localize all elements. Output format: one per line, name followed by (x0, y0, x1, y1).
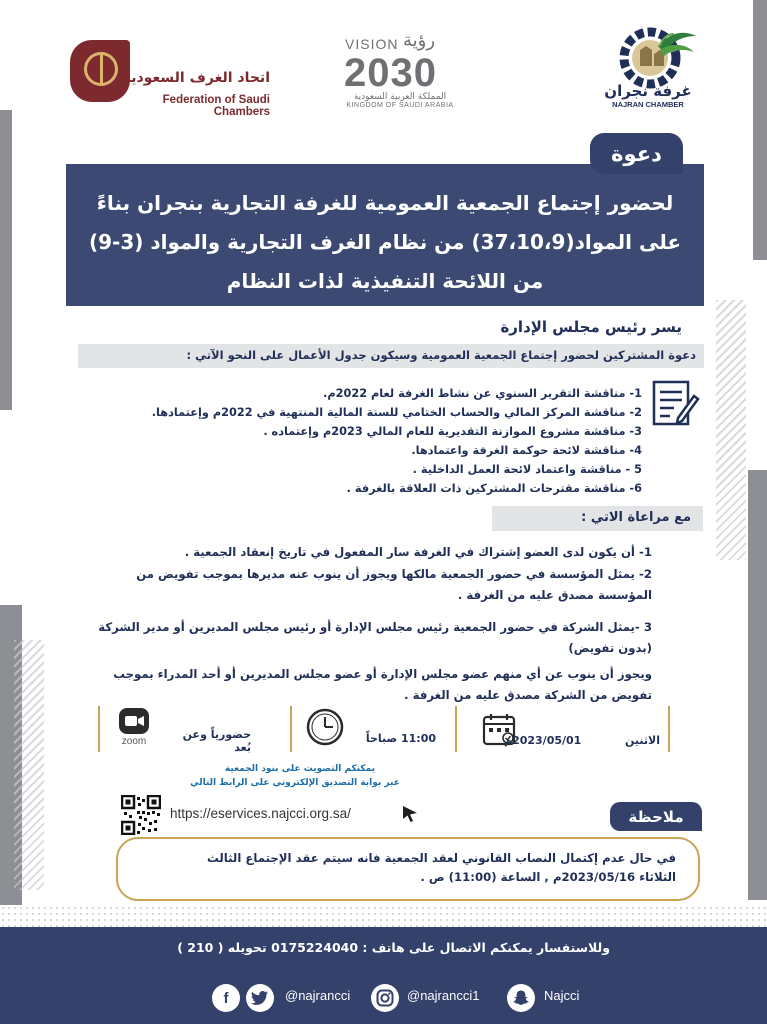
note-text-line-2: الثلاثاء 2023/05/16م , الساعة (11:00) ص . (420, 870, 676, 884)
zoom-label: zoom (121, 736, 147, 747)
note-text-line-1: في حال عدم إكتمال النصاب القانوني لعقد الجمعية فانه سيتم عقد الإجتماع الثالث (207, 851, 676, 865)
twitter-icon[interactable] (246, 984, 274, 1012)
federation-name-ar: اتحاد الغرف السعودية (122, 70, 270, 86)
document-edit-icon (648, 378, 700, 430)
condition-item: 1- أن يكون لدى العضو إشتراك في الغرفة سار المفعول في تاريخ إنعقاد الجمعية . (184, 545, 652, 559)
vision-word-ar: رؤية (403, 30, 436, 51)
note-box (116, 837, 700, 901)
facebook-icon[interactable]: f (212, 984, 240, 1012)
info-separator (455, 706, 457, 752)
info-separator (98, 706, 100, 752)
instagram-icon[interactable] (371, 984, 399, 1012)
info-separator (290, 706, 292, 752)
handle-twitter-facebook[interactable]: @najrancci (285, 988, 351, 1003)
conditions-heading: مع مراعاة الاتي : (492, 506, 703, 531)
meeting-date: 2023/05/01م (504, 734, 582, 747)
invitation-tab: دعوة (590, 133, 683, 174)
info-separator (668, 706, 670, 752)
cursor-pointer-icon (400, 804, 420, 824)
vision-subtitle-ar: المملكة العربية السعودية (353, 92, 447, 102)
note-tab: ملاحظة (610, 802, 702, 831)
meeting-day: الاثنين (625, 734, 660, 747)
voting-line-1: يمكنكم التصويت على بنود الجمعية (224, 764, 376, 774)
eservices-link[interactable]: https://eservices.najcci.org.sa/ (170, 806, 351, 821)
twitter-bird-glyph (251, 990, 269, 1006)
agenda-item: 1- مناقشة التقرير السنوي عن نشاط الغرفة لعام 2022م. (323, 387, 642, 400)
qr-code-icon[interactable] (121, 795, 161, 835)
najran-chamber-name-ar: غرفة نجران (604, 82, 692, 100)
agenda-item: 4- مناقشة لائحة حوكمة الغرفة واعتمادها. (411, 444, 642, 457)
right-stripe-bottom (748, 470, 767, 900)
agenda-item: 5 - مناقشة واعتماد لائحة العمل الداخلية . (412, 463, 642, 476)
agenda-item: 3- مناقشة مشروع الموازنة التقديرية للعام المالي 2023م وإعتماده . (263, 425, 642, 438)
invitation-bar: دعوة المشتركين لحضور إجتماع الجمعية العمومية وسيكون جدول الأعمال على النحو الآتي : (78, 344, 704, 368)
snapchat-ghost-glyph (512, 989, 530, 1007)
right-hatch (716, 300, 746, 560)
left-hatch (14, 640, 44, 890)
federation-name-en: Federation of Saudi Chambers (162, 94, 270, 118)
vision-word: VISION (345, 36, 399, 52)
agenda-item: 6- مناقشة مقترحات المشتركين ذات العلاقة بالغرفة . (346, 482, 642, 495)
right-stripe-top (753, 0, 767, 260)
zoom-camera-icon (119, 708, 149, 734)
agenda-list (151, 384, 642, 498)
clock-icon (306, 708, 344, 746)
title-line-1: لحضور إجتماع الجمعية العمومية للغرفة التجارية بنجران بناءً (96, 191, 674, 215)
contact-line: وللاستفسار يمكنكم الاتصال على هاتف : 0175224040 تحويله ( 210 ) (177, 940, 610, 955)
condition-item: ويجوز أن ينوب عن أي منهم عضو مجلس الإدارة أو عضو مجلس المديرين أو أحد المدراء بموجب تفويض من الشركة مصدق عليه من الغرفة . (113, 666, 652, 702)
najran-chamber-name-en: NAJRAN CHAMBER (612, 100, 684, 109)
vision-subtitle-en: KINGDOM OF SAUDI ARABIA (346, 102, 454, 109)
conditions-list (92, 542, 652, 707)
snapchat-icon[interactable] (507, 984, 535, 1012)
invitation-title (66, 164, 704, 306)
meeting-time: 11:00 صباحاً (365, 732, 436, 745)
title-line-2: على المواد(37،10،9) من نظام الغرف التجارية والمواد (3-9) (88, 230, 682, 254)
handle-snapchat[interactable]: Najcci (544, 988, 580, 1003)
condition-item: 2- يمثل المؤسسة في حضور الجمعية مالكها ويجوز أن ينوب عنه مديرها بموجب تفويض من المؤسسة مصدق عليه من الغرفة . (136, 566, 652, 602)
meeting-date-row (470, 734, 660, 747)
vision-year: 2030 (344, 51, 437, 95)
voting-line-2: عبر بوابة التصديق الإلكتروني على الرابط التالي (190, 778, 400, 788)
handle-instagram[interactable]: @najrancci1 (407, 988, 480, 1003)
title-line-3: من اللائحة التنفيذية لذات النظام (226, 269, 544, 293)
attendance-mode: حضورياً وعن بُعد (182, 728, 251, 754)
chairman-line: يسر رئيس مجلس الإدارة (500, 318, 682, 336)
instagram-glyph (376, 989, 394, 1007)
agenda-item: 2- مناقشة المركز المالي والحساب الختامي للسنة المالية المنتهية في 2022م وإعتمادها. (151, 406, 642, 419)
left-stripe-top (0, 110, 12, 410)
condition-item: 3 -يمثل الشركة في حضور الجمعية رئيس مجلس الإدارة أو رئيس مجلس المديرين أو مدير الشركة (بدون تفويض) (98, 619, 652, 655)
